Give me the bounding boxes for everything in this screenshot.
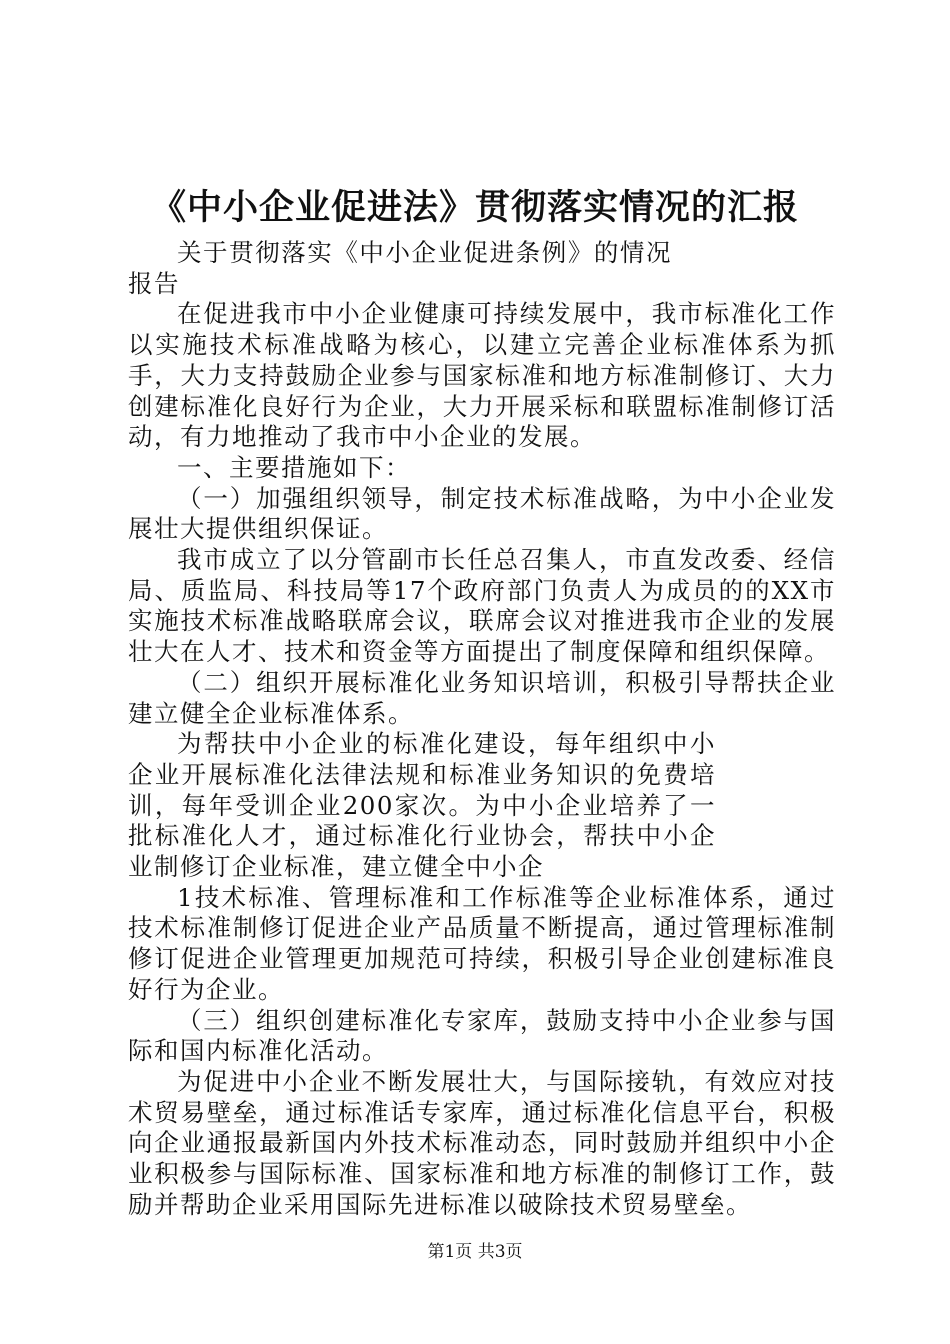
paragraph-two-continued: 1技术标准、管理标准和工作标准等企业标准体系，通过技术标准制修订促进企业产品质量不断提高，通过管理标准制修订促进企业管理更加规范可持续，积极引导企业创建标准良好行为企业。 xyxy=(128,882,836,1004)
paragraph-two: 为帮扶中小企业的标准化建设，每年组织中小企业开展标准化法律法规和标准业务知识的免费培训，每年受训企业200家次。为中小企业培养了一批标准化人才，通过标准化行业协会，帮扶中小企业制修订企业标准，建立健全中小企 xyxy=(128,729,716,882)
subheading-one: （一）加强组织领导，制定技术标准战略，为中小企业发展壮大提供组织保证。 xyxy=(128,483,836,544)
document-title: 《中小企业促进法》贯彻落实情况的汇报 xyxy=(150,187,799,228)
subheading-two: （二）组织开展标准化业务知识培训，积极引导帮扶企业建立健全企业标准体系。 xyxy=(128,667,836,728)
paragraph-three: 为促进中小企业不断发展壮大，与国际接轨，有效应对技术贸易壁垒，通过标准话专家库，通过标准化信息平台，积极向企业通报最新国内外技术标准动态，同时鼓励并组织中小企业积极参与国际标准、国家标准和地方标准的制修订工作，鼓励并帮助企业采用国际先进标准以破除技术贸易壁垒。 xyxy=(128,1066,836,1219)
page-number: 第1页 共3页 xyxy=(427,1242,523,1262)
document-body xyxy=(128,238,836,1221)
paragraph-intro: 在促进我市中小企业健康可持续发展中，我市标准化工作以实施技术标准战略为核心，以建立完善企业标准体系为抓手，大力支持鼓励企业参与国家标准和地方标准制修订、大力创建标准化良好行为企业，大力开展采标和联盟标准制修订活动，有力地推动了我市中小企业的发展。 xyxy=(128,299,836,452)
report-subtitle: 关于贯彻落实《中小企业促进条例》的情况报告 xyxy=(128,238,672,298)
section-heading-measures: 一、主要措施如下： xyxy=(177,452,411,482)
paragraph-one: 我市成立了以分管副市长任总召集人，市直发改委、经信局、质监局、科技局等17个政府部门负责人为成员的的XX市实施技术标准战略联席会议，联席会议对推进我市企业的发展壮大在人才、技术和资金等方面提出了制度保障和组织保障。 xyxy=(128,545,836,667)
subheading-three: （三）组织创建标准化专家库，鼓励支持中小企业参与国际和国内标准化活动。 xyxy=(128,1005,836,1066)
